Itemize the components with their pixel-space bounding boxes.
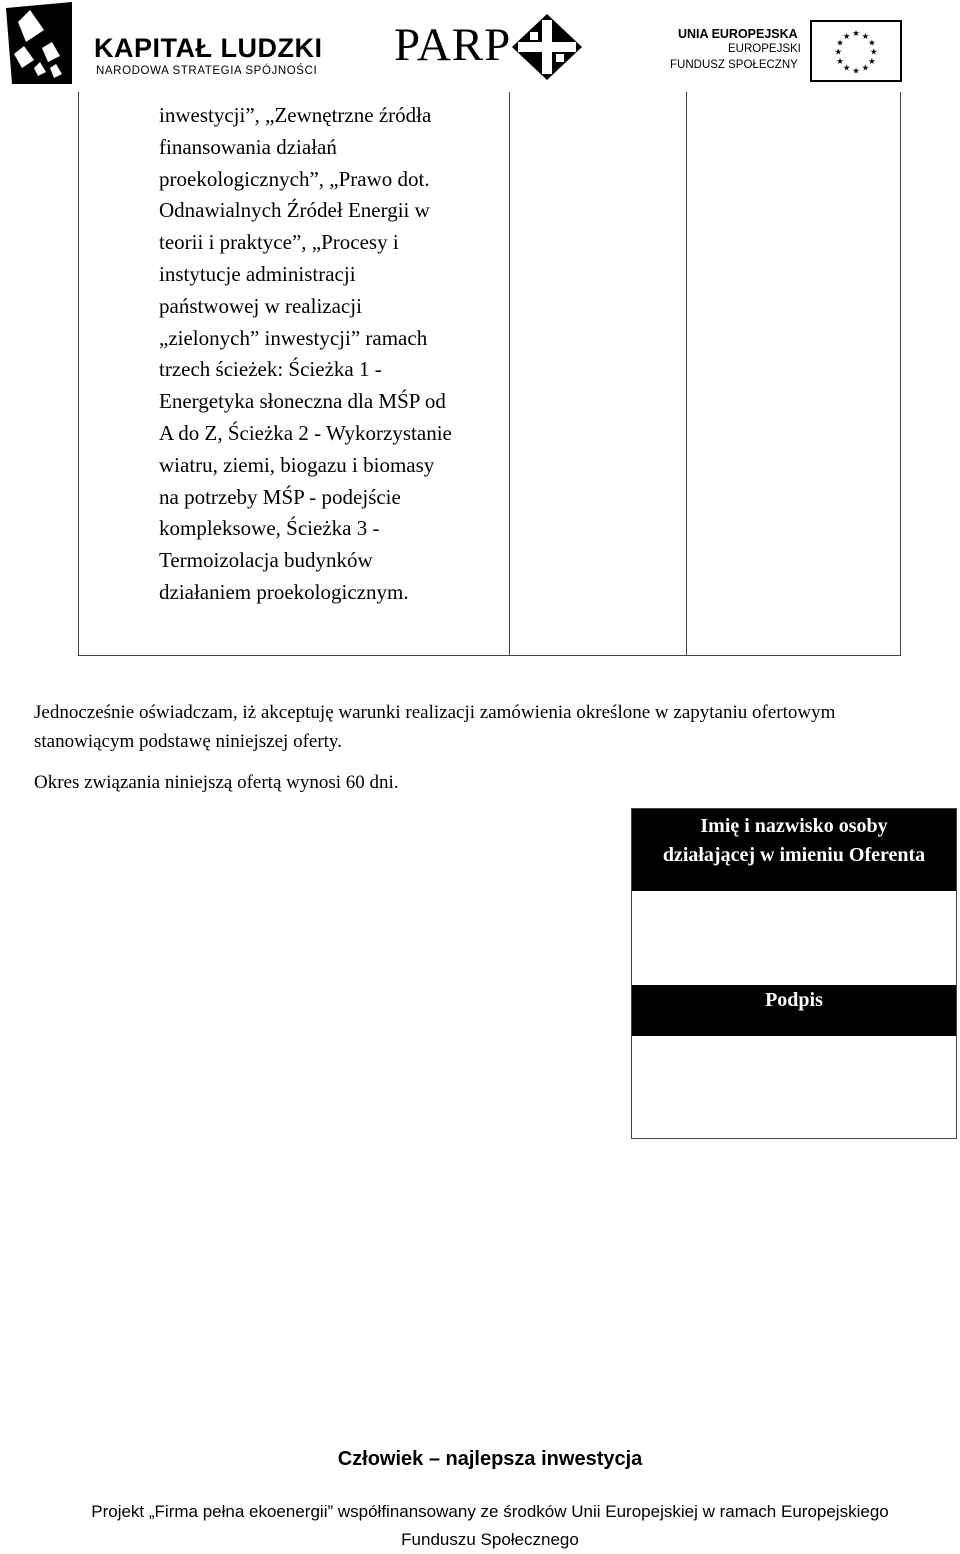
svg-text:★: ★ [868, 37, 876, 48]
kapital-ludzki-subtitle: NARODOWA STRATEGIA SPÓJNOŚCI [96, 65, 318, 77]
cell-line: państwowej w realizacji [159, 293, 362, 318]
cell-line: Energetyka słoneczna dla MŚP od [159, 389, 446, 414]
table-column-divider [686, 92, 687, 655]
signature-header: Podpis [632, 985, 956, 1036]
cell-line: Termoizolacja budynków [159, 548, 373, 573]
cell-line: A do Z, Ścieżka 2 - Wykorzystanie [159, 420, 452, 445]
svg-text:★: ★ [836, 56, 844, 67]
offer-validity-statement: Okres związania niniejszą ofertą wynosi 60 dni. [34, 772, 399, 793]
acceptance-statement: Jednocześnie oświadczam, iż akceptuję warunki realizacji zamówienia określone w zapytaniu ofertowym stanowiącym podstawę niniejszej oferty. [34, 702, 836, 752]
footer-project-line2: Funduszu Społecznego [401, 1530, 579, 1549]
cell-line: kompleksowe, Ścieżka 3 - [159, 516, 380, 541]
cell-line: wiatru, ziemi, biogazu i biomasy [159, 452, 435, 477]
offer-table [78, 92, 901, 656]
signature-box [631, 808, 957, 1139]
parp-logo-icon [512, 14, 582, 80]
svg-text:★: ★ [834, 46, 842, 57]
svg-text:★: ★ [861, 30, 870, 41]
page-header [0, 0, 960, 92]
svg-text:★: ★ [861, 62, 870, 73]
kapital-ludzki-logo [4, 2, 74, 84]
cell-line: trzech ścieżek: Ścieżka 1 - [159, 357, 382, 382]
svg-text:★: ★ [842, 30, 851, 41]
svg-text:★: ★ [842, 62, 851, 73]
cell-line: działaniem proekologicznym. [159, 579, 409, 604]
svg-text:★: ★ [852, 65, 860, 76]
ue-label-line1: UNIA EUROPEJSKA [678, 27, 798, 41]
table-cell-description [159, 100, 559, 609]
cell-line: Odnawialnych Źródeł Energii w [159, 198, 430, 223]
parp-logo-text: PARP [394, 19, 512, 71]
footer-project-line1: Projekt „Firma pełna ekoenergii” współfinansowany ze środków Unii Europejskiej w ramach Europejskiego [91, 1502, 889, 1521]
ue-label-line3: FUNDUSZ SPOŁECZNY [670, 59, 798, 71]
kapital-ludzki-title: KAPITAŁ LUDZKI [94, 33, 323, 63]
svg-text:★: ★ [870, 46, 878, 57]
cell-line: instytucje administracji [159, 261, 356, 286]
name-header [632, 809, 956, 891]
svg-text:★: ★ [836, 37, 844, 48]
ue-label-line2: EUROPEJSKI [728, 43, 801, 55]
svg-text:★: ★ [868, 56, 876, 67]
cell-line: proekologicznych”, „Prawo dot. [159, 166, 430, 191]
cell-line: na potrzeby MŚP - podejście [159, 484, 401, 509]
svg-text:★: ★ [852, 28, 860, 39]
cell-line: „zielonych” inwestycji” ramach [159, 325, 428, 350]
eu-flag-icon [810, 20, 902, 82]
cell-line: finansowania działań [159, 134, 337, 159]
cell-line: inwestycji”, „Zewnętrzne źródła [159, 103, 432, 127]
name-header-line1: Imię i nazwisko osoby [700, 815, 888, 837]
name-header-line2: działającej w imieniu Oferenta [662, 844, 926, 866]
cell-line: teorii i praktyce”, „Procesy i [159, 230, 399, 255]
footer-slogan: Człowiek – najlepsza inwestycja [337, 1448, 643, 1470]
